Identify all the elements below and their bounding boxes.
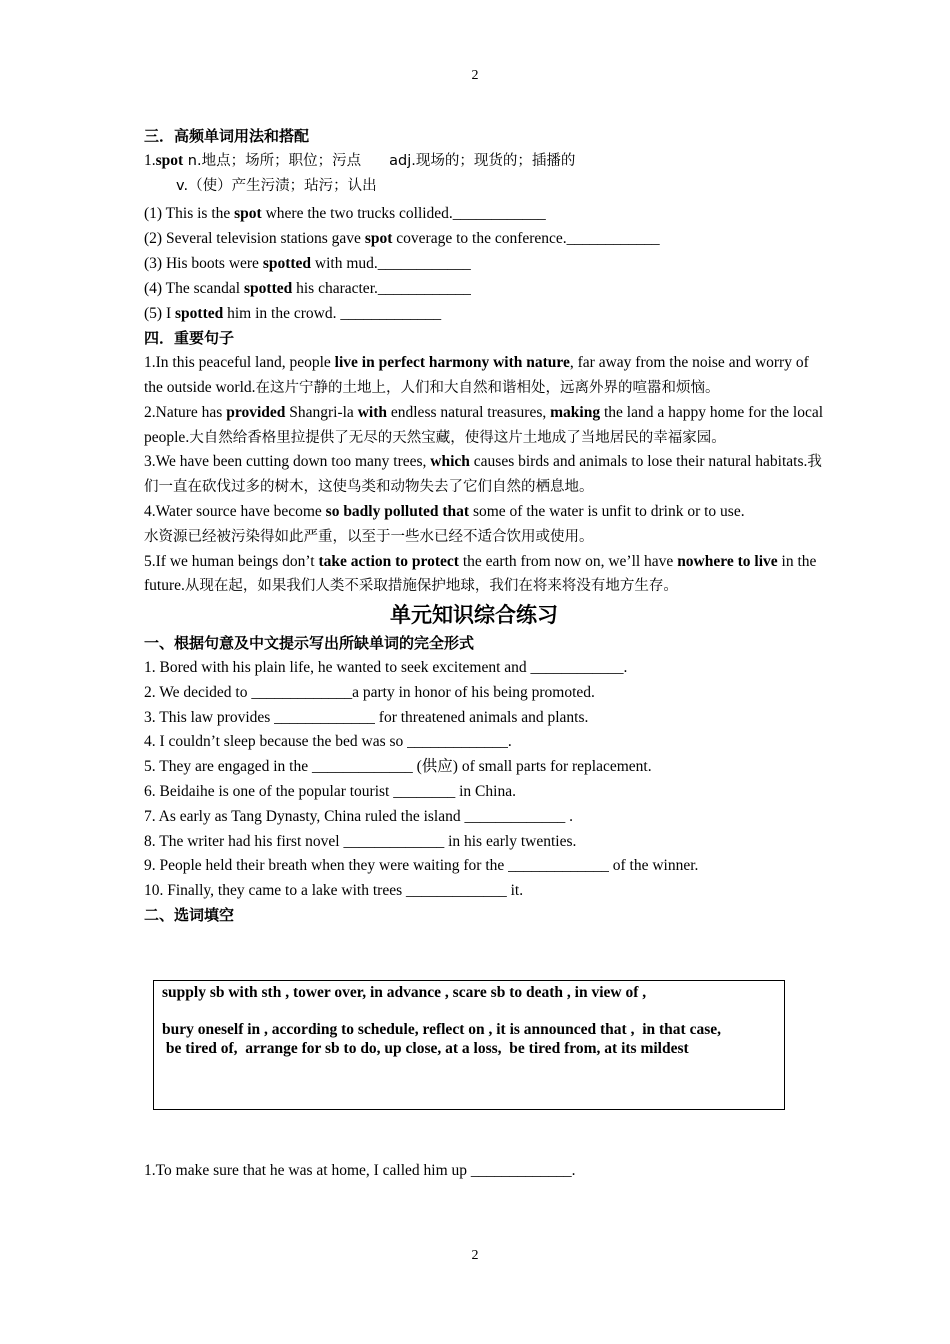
section3-heading: 三．高频单词用法和搭配 (144, 127, 310, 145)
section4-heading: 四．重要句子 (144, 329, 235, 348)
noun-definition: n.地点；场所；职位；污点 (183, 152, 362, 169)
exercise-item-5: 5. They are engaged in the _____________ (供应) of small parts for replacement. (144, 758, 652, 776)
exercise-item-9: 9. People held their breath when they were waiting for the _____________ of the winner. (144, 857, 699, 875)
word-bank-line-1: supply sb with sth , tower over, in advance , scare sb to death , in view of , (162, 984, 647, 1001)
example-1: (1) This is the spot where the two trucks collided.____________ (144, 205, 546, 223)
part2-heading: 二、选词填空 (144, 905, 235, 924)
example-2: (2) Several television stations gave spot coverage to the conference.____________ (144, 230, 660, 248)
sentence-3: 3.We have been cutting down too many trees, which causes birds and animals to lose their natural habitats.我们一直在砍伐过多的树木，这使鸟类和动物失去了它们自然的栖息地。 (144, 453, 822, 496)
word-bank-line-2: bury oneself in , according to schedule, reflect on , it is announced that , in that case, (162, 1021, 721, 1038)
exercise-item-6: 6. Beidaihe is one of the popular tourist ________ in China. (144, 782, 516, 800)
page-number-top: 2 (471, 68, 479, 83)
word-bank-line-3: be tired of, arrange for sb to do, up close, at a loss, be tired from, at its mildest (162, 1040, 689, 1057)
exercise-item-3: 3. This law provides _____________ for threatened animals and plants. (144, 708, 589, 726)
document-body (144, 124, 824, 926)
sentence-5: 5.If we human beings don’t take action to protect the earth from now on, we’ll have nowhere to live in the future.从现在起，如果我们人类不采取措施保护地球，我们在将来将没有地方生存。 (144, 552, 817, 595)
adj-definition: adj.现场的；现货的；插播的 (389, 152, 576, 169)
word-entry (144, 149, 824, 174)
word-bank-box (153, 980, 785, 1110)
fill-question-1: 1.To make sure that he was at home, I called him up _____________. (144, 1162, 576, 1179)
exercise-item-4: 4. I couldn’t sleep because the bed was so _____________. (144, 733, 512, 751)
example-4: (4) The scandal spotted his character.____________ (144, 279, 471, 297)
part1-heading: 一、根据句意及中文提示写出所缺单词的完全形式 (144, 634, 475, 653)
page-number-bottom: 2 (471, 1248, 479, 1263)
verb-definition: v.（使）产生污渍；玷污；认出 (176, 177, 377, 194)
exercise-item-8: 8. The writer had his first novel _____________ in his early twenties. (144, 832, 577, 850)
unit-title: 单元知识综合练习 (390, 603, 558, 628)
sentence-1: 1.In this peaceful land, people live in perfect harmony with nature, far away from the noise and worry of the outside world.在这片宁静的土地上，人们和大自然和谐相处，远离外界的喧嚣和烦恼。 (144, 354, 809, 396)
exercise-item-7: 7. As early as Tang Dynasty, China ruled the island _____________ . (144, 807, 573, 825)
exercise-item-10: 10. Finally, they came to a lake with trees _____________ it. (144, 882, 524, 900)
sentence-4: 4.Water source have become so badly polluted that some of the water is unfit to drink or to use. 水资源已经被污染得如此严重，以至于一些水已经不适合饮用或使用。 (144, 502, 745, 545)
sentence-2: 2.Nature has provided Shangri-la with endless natural treasures, making the land a happy home for the local people.大自然给香格里拉提供了无尽的天然宝藏，使得这片土地成了当地居民的幸福家园。 (144, 403, 824, 446)
example-3: (3) His boots were spotted with mud.____________ (144, 254, 471, 272)
headword: spot (155, 151, 184, 169)
word-number: 1. (144, 151, 156, 169)
example-5: (5) I spotted him in the crowd. _____________ (144, 304, 442, 322)
exercise-item-1: 1. Bored with his plain life, he wanted to seek excitement and ____________. (144, 658, 628, 676)
exercise-item-2: 2. We decided to _____________a party in honor of his being promoted. (144, 683, 595, 701)
